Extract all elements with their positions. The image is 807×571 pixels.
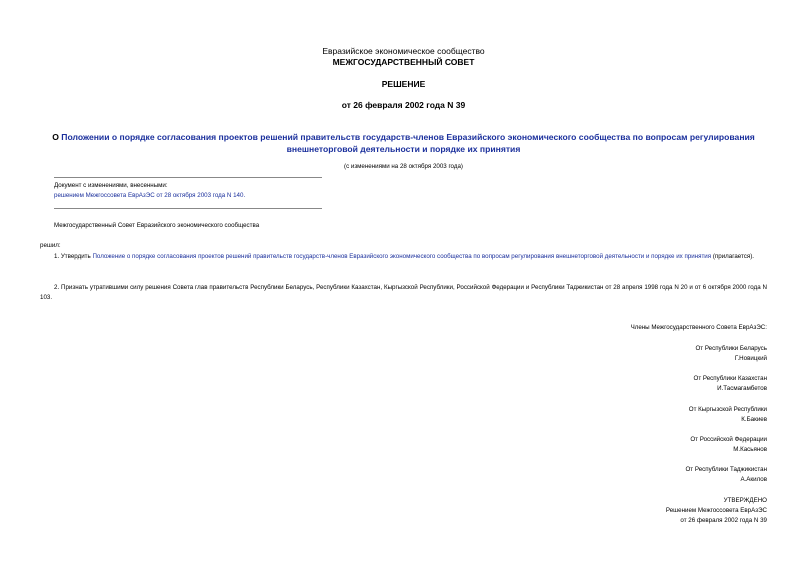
signature-block-1 bbox=[695, 344, 767, 364]
body-item-1 bbox=[40, 252, 767, 262]
signature-country: От Республики Беларусь bbox=[695, 345, 767, 352]
signature-name: М.Касьянов bbox=[733, 446, 767, 453]
signature-block-3 bbox=[689, 405, 767, 425]
doc-title-line2 bbox=[0, 143, 807, 155]
body-resolved: решил: bbox=[40, 242, 61, 249]
changes-bottom-divider bbox=[54, 208, 322, 209]
item1-prefix: 1. Утвердить bbox=[54, 253, 93, 260]
approval-line-2: Решением Межгоссовета ЕврАзЭС bbox=[665, 507, 767, 514]
amendment-note: (с изменениями на 28 октября 2003 года) bbox=[344, 163, 463, 170]
title-link[interactable]: Положении о порядке согласования проектов решений правительств государств-членов Евразийского экономического сообщества по вопросам регулирования bbox=[61, 132, 755, 142]
doc-date: от 26 февраля 2002 года N 39 bbox=[341, 100, 466, 110]
signature-name: И.Тасмагамбетов bbox=[717, 385, 767, 392]
signature-name: Г.Новицкий bbox=[734, 355, 767, 362]
signature-country: От Республики Казахстан bbox=[693, 375, 767, 382]
doc-title bbox=[0, 131, 807, 143]
body-item-2: 2. Признать утратившими силу решения Совета глав правительств Республики Беларусь, Республики Казахстан, Кыргызской Республики, Российской Федерации и Республики Таджикистан от 28 апреля 1998 года N 20 и от 6 октября 2000 года N 103. bbox=[40, 284, 767, 301]
org-name: Евразийское экономическое сообщество bbox=[322, 46, 485, 56]
changes-link[interactable]: решением Межгоссовета ЕврАзЭС от 28 октября 2003 года N 140. bbox=[54, 192, 246, 199]
body-intro: Межгосударственный Совет Евразийского экономического сообщества bbox=[54, 222, 260, 229]
signature-block-2 bbox=[694, 374, 767, 394]
signatures-heading: Члены Межгосударственного Совета ЕврАзЭС: bbox=[630, 324, 767, 331]
signature-country: От Кыргызской Республики bbox=[688, 406, 767, 413]
signature-country: От Российской Федерации bbox=[690, 436, 767, 443]
changes-label: Документ с изменениями, внесенными: bbox=[54, 182, 168, 189]
changes-top-divider bbox=[54, 177, 322, 178]
item1-link[interactable]: Положение о порядке согласования проектов решений правительств государств-членов Евразийского экономического сообщества по вопросам регулирования внешнеторговой деятельности и порядке их принятия bbox=[92, 253, 712, 260]
title-prefix: О bbox=[52, 132, 62, 142]
signature-block-5 bbox=[685, 465, 767, 485]
doc-type: РЕШЕНИЕ bbox=[381, 79, 426, 89]
title-link-line2[interactable]: внешнеторговой деятельности и порядке их принятия bbox=[286, 144, 521, 154]
signature-name: К.Бакиев bbox=[741, 416, 767, 423]
signature-name: А.Акилов bbox=[740, 476, 767, 483]
approval-line-1: УТВЕРЖДЕНО bbox=[723, 497, 767, 504]
item1-suffix: (прилагается). bbox=[711, 253, 754, 260]
approval-block bbox=[666, 496, 767, 526]
signature-block-4 bbox=[690, 435, 767, 455]
approval-line-3: от 26 февраля 2002 года N 39 bbox=[680, 517, 767, 524]
signature-country: От Республики Таджикистан bbox=[685, 466, 767, 473]
council-name: МЕЖГОСУДАРСТВЕННЫЙ СОВЕТ bbox=[332, 57, 475, 67]
